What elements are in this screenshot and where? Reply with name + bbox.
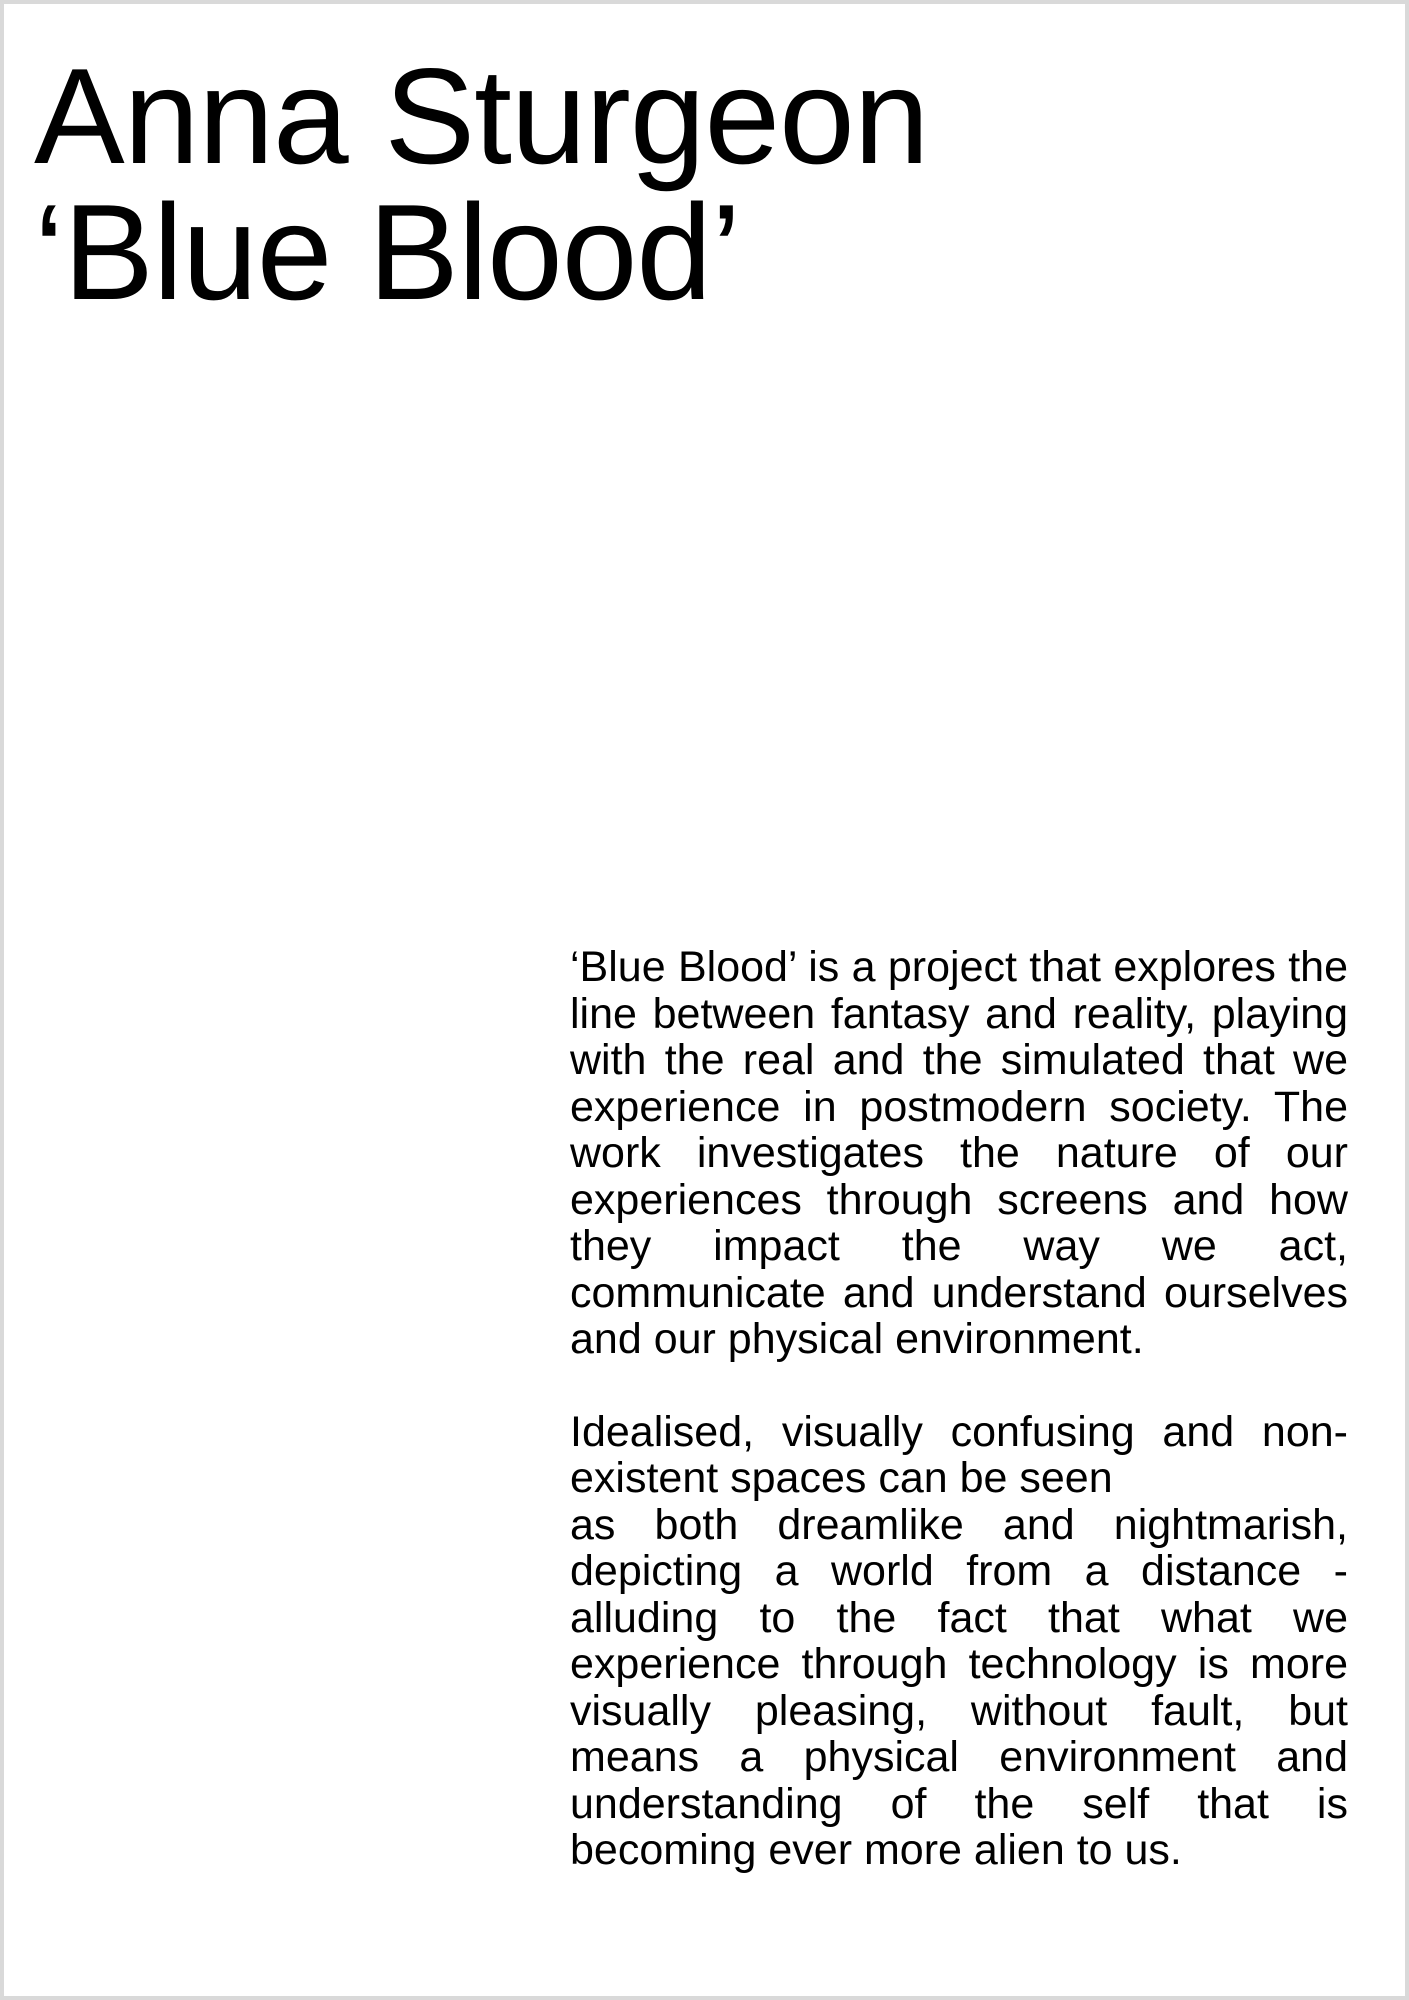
- description-paragraph-1: ‘Blue Blood’ is a project that explores the line between fantasy and reality, playing with the real and the simulated that we experience in postmodern society. The work investigates the nature of our experiences through screens and how they impact the way we act, communicate and understand ourselves and our physical environment.: [570, 943, 1348, 1363]
- work-title: ‘Blue Blood’: [34, 176, 741, 328]
- artist-name: Anna Sturgeon: [34, 40, 929, 192]
- description-paragraph-2-line-b: as both dreamlike and nightmarish, depicting a world from a distance - alluding to the fact that what we experience through technology is more visually pleasing, without fault, but means a physical environment and understanding of the self that is becoming ever more alien to us.: [570, 1500, 1348, 1874]
- description-paragraph-2: [570, 1409, 1348, 1874]
- description-text: [570, 944, 1348, 1874]
- description-paragraph-2-line-a: Idealised, visually confusing and non-existent spaces can be seen: [570, 1407, 1348, 1502]
- page-title: [34, 40, 929, 328]
